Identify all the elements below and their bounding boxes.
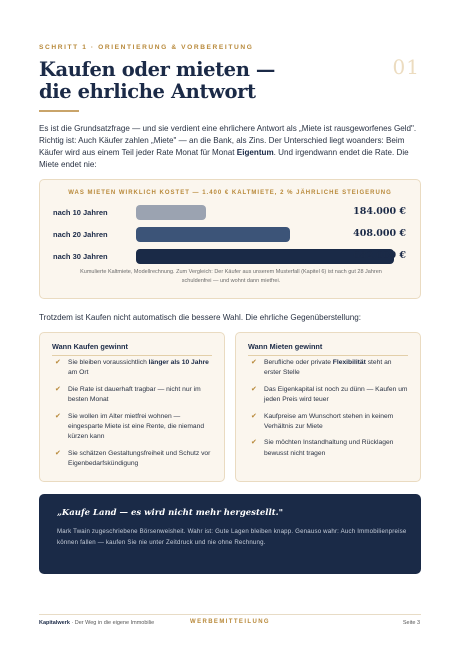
title-line-2: die ehrliche Antwort [39, 80, 256, 103]
list-item [52, 385, 214, 406]
footer-divider [39, 614, 421, 615]
checkmark-icon: ✔ [251, 385, 257, 393]
list-item-text: am Ort [68, 369, 89, 377]
list-item-text: Die Rate ist dauerhaft tragbar — nicht nur im besten Monat [68, 385, 201, 404]
list-item [248, 412, 410, 433]
intro-text-2: . Und irgendwann endet die Rate. Die Miete endet nie: [39, 148, 409, 169]
quote-text: „Kaufe Land — es wird nicht mehr hergestellt." [57, 508, 284, 518]
brand-name: Kapitalwerk [39, 620, 70, 626]
list-item [52, 449, 214, 470]
intro-bold: Eigentum [236, 148, 274, 157]
bar-category-label: nach 20 Jahren [53, 230, 108, 239]
card-divider [52, 355, 212, 356]
bar-value-label: 184.000 € [353, 206, 406, 217]
step-kicker: SCHRITT 1 · ORIENTIERUNG & VORBEREITUNG [39, 44, 254, 51]
list-item-text: Sie schätzen Gestaltungsfreiheit und Schutz vor Eigenbedarfskündigung [68, 449, 211, 468]
card-divider [248, 355, 408, 356]
checkmark-icon: ✔ [251, 359, 257, 366]
list-item-text: Sie möchten Instandhaltung und Rücklagen bewusst nicht tragen [264, 439, 394, 457]
list-item-text: Das Eigenkapital ist noch zu dünn — Kaufen um jeden Preis wird teuer [264, 385, 408, 404]
bar-value-label: 408.000 € [353, 228, 406, 239]
quote-subtext: Mark Twain zugeschriebene Börsenweisheit. Wahr ist: Gute Lagen bleiben knapp. Genauso wahr: Auch Immobilienpreise können fallen — kaufen Sie nie unter Zeitdruck und nie ohne Rechnung. [57, 528, 407, 546]
checkmark-icon: ✔ [55, 385, 61, 393]
list-item-emphasis: länger als 10 Jahre [148, 359, 209, 366]
card-buy-heading: Wann Kaufen gewinnt [52, 342, 128, 351]
checkmark-icon: ✔ [55, 449, 61, 457]
chart-bar-row [40, 227, 420, 243]
chapter-number: 01 [392, 55, 420, 79]
checkmark-icon: ✔ [251, 412, 257, 420]
chart-bar [136, 227, 290, 242]
bar-category-label: nach 10 Jahren [53, 208, 108, 217]
list-item [248, 385, 410, 406]
card-rent-list [248, 358, 410, 465]
intro-text-1: Es ist die Grundsatzfrage — und sie verdient eine ehrlichere Antwort als „Miete ist rausgeworfenes Geld". Richtig ist: Auch Käufer zahlen „Miete" — an die Bank, als Zins. Der Unterschied liegt woanders: Beim Käufer wird aus einem Teil jeder Rate Monat für Monat [39, 124, 417, 157]
card-buy-wins [39, 332, 225, 482]
chart-title: WAS MIETEN WIRKLICH KOSTET — 1.400 € KALTMIETE, 2 % JÄHRLICHE STEIGERUNG [68, 190, 392, 196]
list-item-emphasis: Flexibilität [332, 359, 366, 366]
page-title [39, 59, 275, 103]
card-rent-wins [235, 332, 421, 482]
intro-paragraph [39, 123, 421, 171]
brand-tagline: · Der Weg in die eigene Immobilie [69, 620, 155, 626]
card-buy-list [52, 358, 214, 476]
footer-disclaimer: WERBEMITTEILUNG [190, 619, 270, 625]
bar-category-label: nach 30 Jahren [53, 252, 108, 261]
quote-box [39, 494, 421, 574]
title-underline [39, 110, 79, 112]
list-item [248, 358, 410, 379]
rent-cost-chart [39, 179, 421, 299]
title-line-1: Kaufen oder mieten — [39, 58, 275, 81]
bar-value-label: 682.000 € [353, 250, 406, 261]
checkmark-icon: ✔ [55, 359, 61, 366]
chart-bar-row [40, 205, 420, 221]
list-item [52, 412, 214, 443]
list-item [248, 438, 410, 459]
chart-bar-row [40, 249, 420, 265]
chart-bar [136, 205, 206, 220]
list-item-text: steht an erster Stelle [264, 359, 392, 377]
comparison-lead: Trotzdem ist Kaufen nicht automatisch die bessere Wahl. Die ehrliche Gegenüberstellung: [39, 313, 361, 322]
list-item-text: Kaufpreise am Wunschort stehen in keinem Verhältnis zur Miete [264, 412, 394, 431]
list-item [52, 358, 214, 379]
chart-note: Kumulierte Kaltmiete, Modellrechnung. Zum Vergleich: Der Käufer aus unserem Musterfall (Kapitel 6) ist nach gut 28 Jahren schuldenfrei — und wohnt dann mietfrei. [80, 269, 382, 284]
checkmark-icon: ✔ [55, 412, 61, 420]
page-number: Seite 3 [402, 620, 420, 626]
list-item-text: Sie bleiben voraussichtlich [68, 359, 149, 366]
card-rent-heading: Wann Mieten gewinnt [248, 342, 323, 351]
checkmark-icon: ✔ [251, 439, 257, 447]
list-item-text: Sie wollen im Alter mietfrei wohnen — eingesparte Miete ist eine Rente, die niemand kürzen kann [68, 412, 205, 441]
list-item-text: Berufliche oder private [264, 359, 333, 366]
